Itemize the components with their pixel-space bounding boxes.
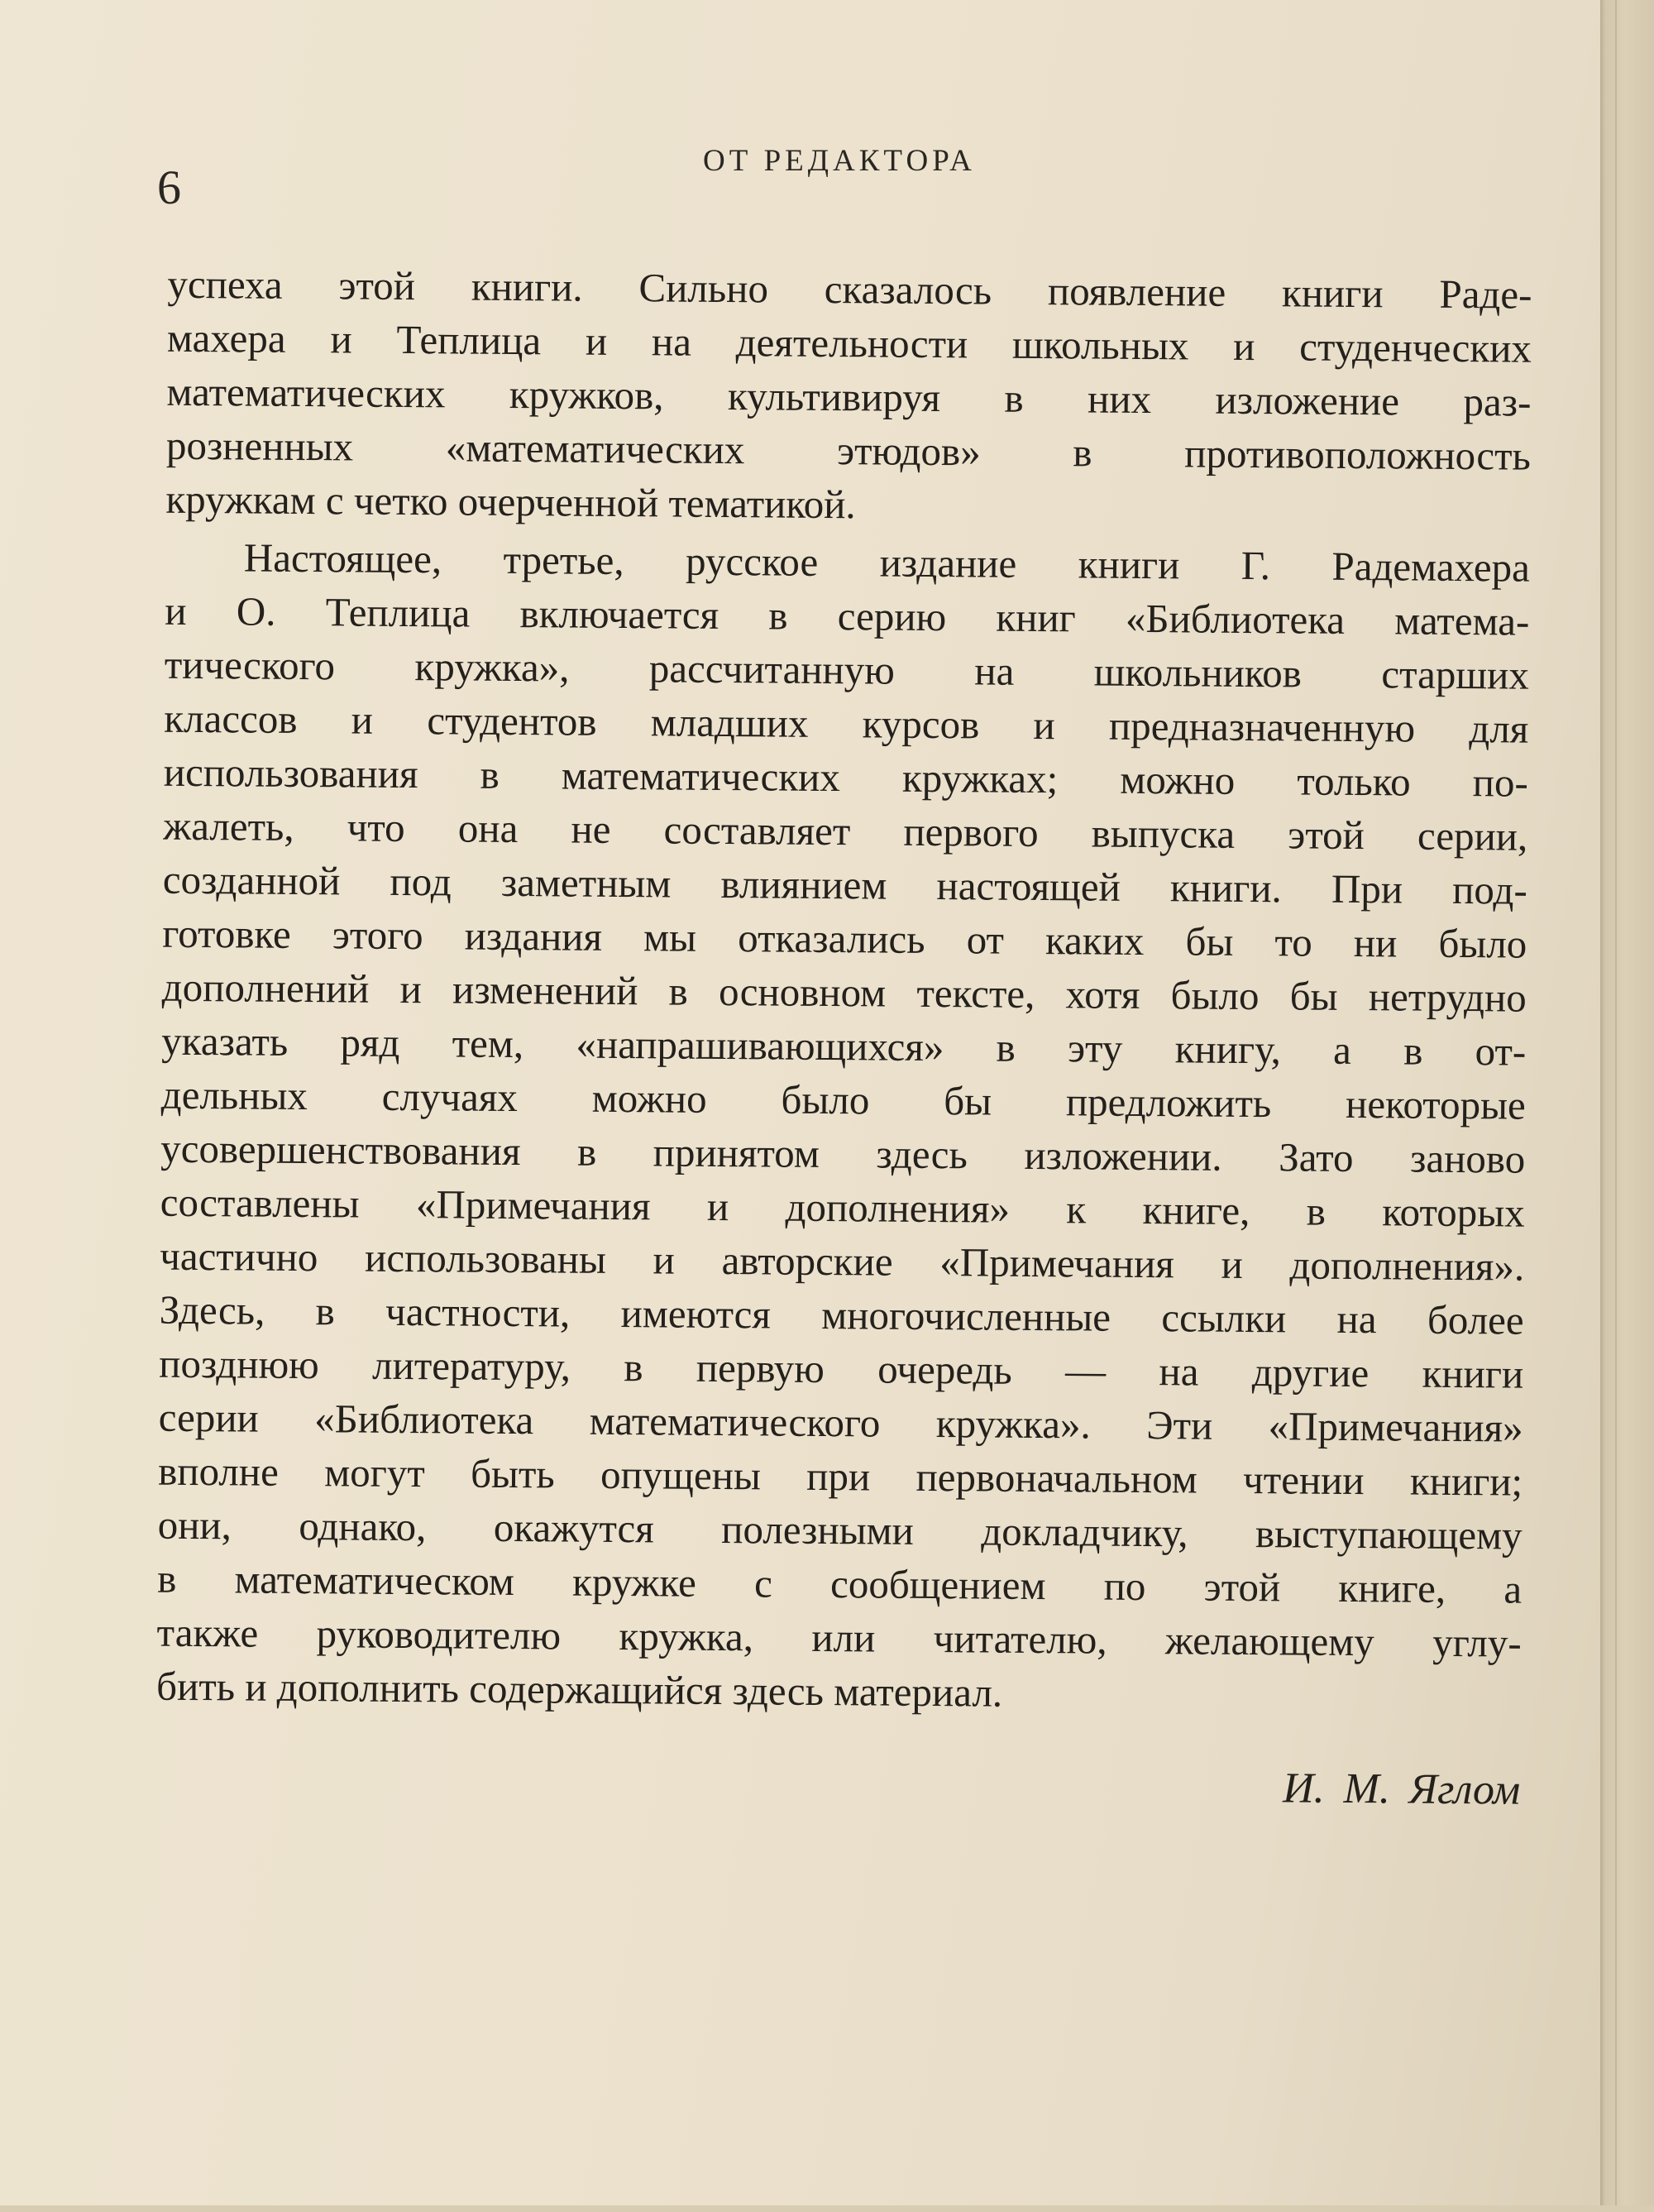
- text-line: указать ряд тем, «напрашивающихся» в эту книгу, а в от-: [161, 1017, 1527, 1075]
- page-number: 6: [157, 160, 181, 214]
- text-line: также руководителю кружка, или читателю, желающему углу-: [156, 1609, 1522, 1666]
- text-line: в математическом кружке с сообщением по этой книге, а: [156, 1555, 1523, 1612]
- text-line: дельных случаях можно было бы предложить некоторые: [160, 1071, 1526, 1128]
- text-line: и О. Теплица включается в серию книг «Библиотека матема-: [165, 587, 1530, 644]
- text-line: кружкам с четко очерченной тематикой.: [165, 476, 856, 528]
- text-line: махера и Теплица и на деятельности школьных и студенческих: [166, 314, 1532, 371]
- text-line: усовершенствования в принятом здесь изложении. Зато заново: [160, 1125, 1526, 1182]
- text-line: использования в математических кружках; можно только по-: [163, 749, 1529, 806]
- text-line: готовке этого издания мы отказались от каких бы то ни было: [162, 910, 1527, 967]
- paragraph-first-line: Настоящее, третье, русское издание книги Г. Радемахера: [243, 534, 1531, 591]
- text-line: классов и студентов младших курсов и предназначенную для: [164, 695, 1529, 752]
- text-line: составлены «Примечания и дополнения» к книге, в которых: [160, 1179, 1525, 1236]
- text-line: они, однако, окажутся полезными докладчику, выступающему: [157, 1501, 1523, 1558]
- text-line: розненных «математических этюдов» в противоположность: [165, 422, 1532, 479]
- text-line: созданной под заметным влиянием настоящей книги. При под-: [162, 856, 1528, 913]
- text-line: дополнений и изменений в основном тексте, хотя было бы нетрудно: [161, 964, 1527, 1021]
- text-line: серии «Библиотека математического кружка». Эти «Примечания»: [158, 1394, 1523, 1451]
- text-line: позднюю литературу, в первую очередь — на другие книги: [159, 1340, 1524, 1397]
- text-line: бить и дополнить содержащийся здесь материал.: [155, 1663, 1003, 1716]
- text-line: успеха этой книги. Сильно сказалось появление книги Раде-: [167, 261, 1532, 318]
- text-line: математических кружков, культивируя в них изложение раз-: [166, 368, 1532, 425]
- editor-signature: И. М. Яглом: [1282, 1764, 1521, 1814]
- text-line: тического кружка», рассчитанную на школьников старших: [164, 641, 1530, 698]
- text-line: частично использованы и авторские «Примечания и дополнения».: [160, 1233, 1525, 1290]
- text-line: жалеть, что она не составляет первого выпуска этой серии,: [163, 802, 1528, 859]
- text-line: Здесь, в частности, имеются многочисленные ссылки на более: [159, 1286, 1524, 1343]
- running-head: ОТ РЕДАКТОРА: [703, 144, 976, 178]
- text-line: вполне могут быть опущены при первоначальном чтении книги;: [158, 1448, 1523, 1505]
